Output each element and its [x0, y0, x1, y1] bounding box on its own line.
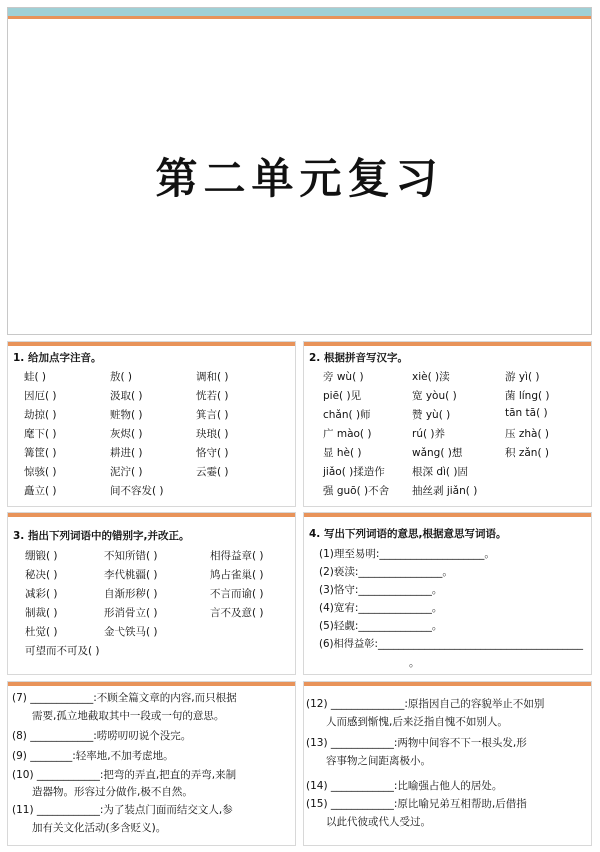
q2-item: 根深 dì( )固 [412, 466, 468, 478]
q1-panel [7, 341, 296, 507]
p3right-line: (12) ______________:原指因自己的容貌举止不如别 [306, 698, 545, 710]
q2-item: piē( )见 [323, 390, 362, 402]
q1-item: 蛙( ) [24, 371, 47, 383]
p3left-line: 需要,孤立地截取其中一段或一句的意思。 [32, 710, 225, 722]
q4-item: (4)宽宥:______________。 [319, 602, 443, 614]
q1-item: 麾下( ) [24, 428, 57, 440]
q2-item: 广 mào( ) [323, 428, 372, 440]
q3-item: 李代桃疆( ) [104, 569, 158, 581]
q3-item: 不知所错( ) [104, 550, 158, 562]
q2-item: 抽丝剥 jiǎn( ) [412, 485, 478, 497]
q1-item: 因厄( ) [24, 390, 57, 402]
q2-heading: 2. 根据拼音写汉字。 [309, 352, 408, 364]
q1-item: 灰烬( ) [110, 428, 143, 440]
p3left-line: 加有关文化活动(多含贬义)。 [32, 822, 167, 834]
q4-item: (1)理至易明:____________________。 [319, 548, 495, 560]
q2-item: xiè( )渎 [412, 371, 450, 383]
q2-item: rú( )养 [412, 428, 446, 440]
p3-right-panel-bar [304, 682, 591, 686]
q1-item: 汲取( ) [110, 390, 143, 402]
q3-item: 鸠占雀巢( ) [210, 569, 264, 581]
p3-left-panel [7, 681, 296, 846]
q4-item: (3)恪守:______________。 [319, 584, 443, 596]
q1-item: 敖( ) [110, 371, 133, 383]
q1-item: 玦琅( ) [196, 428, 229, 440]
q2-item: 菌 líng( ) [505, 390, 550, 402]
p3left-line: 造器物。形容过分做作,极不自然。 [32, 786, 193, 798]
q4-panel [303, 512, 592, 675]
q2-item: wǎng( )想 [412, 447, 463, 459]
p3right-line: 容事物之间距离极小。 [326, 755, 431, 767]
q1-panel-bar [8, 342, 295, 346]
q2-item: jiǎo( )揉造作 [323, 466, 385, 478]
q3-item: 绷锻( ) [25, 550, 58, 562]
q3-item: 减彩( ) [25, 588, 58, 600]
q3-panel-bar [8, 513, 295, 517]
q3-item: 杜觉( ) [25, 626, 58, 638]
q2-item: tān tā( ) [505, 407, 548, 419]
q4-heading: 4. 写出下列词语的意思,根据意思写词语。 [309, 528, 507, 540]
p3left-line: (7) ____________:不顾全篇文章的内容,而只根据 [12, 692, 237, 704]
q1-item: 恍若( ) [196, 390, 229, 402]
q2-item: 宽 yòu( ) [412, 390, 457, 402]
q1-item: 云霎( ) [196, 466, 229, 478]
q2-item: chǎn( )师 [323, 409, 371, 421]
p3left-line: (10) ____________:把弯的弄直,把直的弄弯,来制 [12, 769, 237, 781]
q4-item: (2)亵渎:________________。 [319, 566, 453, 578]
q2-item: 旁 wù( ) [323, 371, 364, 383]
q1-item: 篝筐( ) [24, 447, 57, 459]
q4-item: (5)轻觑:______________。 [319, 620, 443, 632]
q1-item: 耕进( ) [110, 447, 143, 459]
q2-item: 压 zhà( ) [505, 428, 549, 440]
q1-item: 劫掠( ) [24, 409, 57, 421]
page-title: 第二单元复习 [155, 154, 444, 203]
q3-panel [7, 512, 296, 675]
q1-item: 惊骇( ) [24, 466, 57, 478]
q2-item: 显 hè( ) [323, 447, 362, 459]
q3-item: 金弋铁马( ) [104, 626, 158, 638]
q3-heading: 3. 指出下列词语中的错别字,并改正。 [13, 530, 190, 542]
p3left-line: (11) ____________:为了装点门面而结交文人,参 [12, 804, 233, 816]
q1-heading: 1. 给加点字注音。 [13, 352, 102, 364]
q3-item: 秘决( ) [25, 569, 58, 581]
q1-item: 箕言( ) [196, 409, 229, 421]
q1-item: 恪守( ) [196, 447, 229, 459]
p3-left-panel-bar [8, 682, 295, 686]
title-slide-bar [8, 8, 591, 19]
q2-item: 游 yì( ) [505, 371, 540, 383]
q2-item: 积 zǎn( ) [505, 447, 549, 459]
q2-panel-bar [304, 342, 591, 346]
p3-right-panel [303, 681, 592, 846]
q2-item: 赞 yù( ) [412, 409, 451, 421]
q4-item: (6)相得益彰:________________________________________ [319, 638, 583, 650]
q1-item: 调和( ) [196, 371, 229, 383]
p3right-line: (13) ____________:两物中间容不下一根头发,形 [306, 737, 527, 749]
q1-item: 间不容发( ) [110, 485, 164, 497]
p3right-line: (15) ____________:原比喻兄弟互相帮助,后借指 [306, 798, 527, 810]
p3left-line: (8) ____________:唠唠叨叨说个没完。 [12, 730, 192, 742]
q4-item: 。 [409, 657, 420, 669]
q3-item: 相得益章( ) [210, 550, 264, 562]
q4-panel-bar [304, 513, 591, 517]
p3right-line: (14) ____________:比喻强占他人的居处。 [306, 780, 503, 792]
q1-item: 矗立( ) [24, 485, 57, 497]
q1-item: 泥泞( ) [110, 466, 143, 478]
q1-item: 赃物( ) [110, 409, 143, 421]
q3-item: 形消骨立( ) [104, 607, 158, 619]
p3left-line: (9) ________:轻率地,不加考虑地。 [12, 750, 174, 762]
p3right-line: 以此代彼或代人受过。 [326, 816, 431, 828]
q2-panel [303, 341, 592, 507]
q2-item: 强 guō( )不舍 [323, 485, 390, 497]
q3-item: 不言而谕( ) [210, 588, 264, 600]
title-slide [7, 7, 592, 335]
q3-item: 制裁( ) [25, 607, 58, 619]
p3right-line: 人而感到惭愧,后来泛指自愧不如别人。 [326, 716, 508, 728]
q3-item: 自渐形秽( ) [104, 588, 158, 600]
q3-item: 可望而不可及( ) [25, 645, 100, 657]
q3-item: 言不及意( ) [210, 607, 264, 619]
